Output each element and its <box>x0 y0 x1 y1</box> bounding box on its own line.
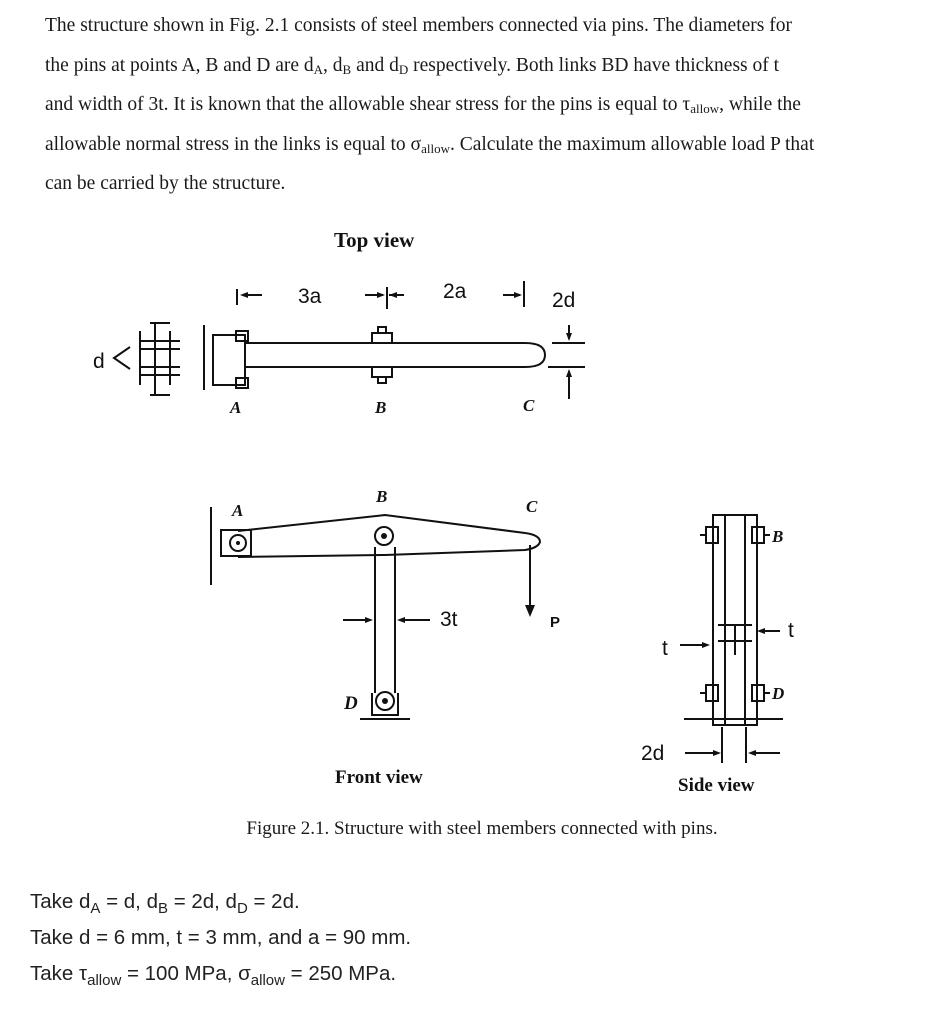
front-view-title: Front view <box>335 767 423 788</box>
side-view-title: Side view <box>678 775 755 796</box>
dim-t-right-label: t <box>788 619 794 642</box>
front-view <box>211 487 560 788</box>
top-point-B: B <box>375 398 387 417</box>
given-line-1: Take $d_A = d$, $d_B = 2d$, $d_D = 2d$. <box>30 890 300 917</box>
dim-2d-side-label: 2d <box>641 742 665 765</box>
problem-line-4: allowable normal stress in the links is equal to $\sigma_{allow}$. Calculate the maximum allowable load P that <box>45 133 815 156</box>
side-point-B: B <box>772 527 784 546</box>
dim-2d-top-label: 2d <box>552 289 576 312</box>
dim-3t-label: 3t <box>440 608 458 631</box>
front-point-C: C <box>526 497 538 516</box>
front-point-A: A <box>232 501 244 520</box>
problem-line-5: can be carried by the structure. <box>45 173 286 194</box>
front-point-D: D <box>344 693 358 714</box>
load-P-label: P <box>550 614 561 631</box>
top-view <box>93 228 585 417</box>
problem-line-3: and width of 3t. It is known that the allowable shear stress for the pins is equal to $\tau_{allow}$, while the <box>45 94 801 116</box>
dim-t-left-label: t <box>662 637 668 660</box>
front-point-B: B <box>376 487 388 506</box>
structure-diagram <box>0 215 929 855</box>
side-point-D: D <box>772 684 785 703</box>
figure-caption: Figure 2.1. Structure with steel members connected with pins. <box>246 818 718 839</box>
top-point-C: C <box>523 396 535 415</box>
top-point-A: A <box>230 398 242 417</box>
dim-d-label: d <box>93 350 105 373</box>
dim-2a-label: 2a <box>443 280 467 303</box>
given-line-2: Take d = 6 mm, t = 3 mm, and a = 90 mm. <box>30 926 412 949</box>
figure-2-1 <box>0 215 929 855</box>
problem-statement <box>45 6 925 204</box>
side-view <box>641 515 794 796</box>
top-view-title: Top view <box>334 228 415 252</box>
given-values <box>30 884 411 992</box>
problem-line-1: The structure shown in Fig. 2.1 consists of steel members connected via pins. The diameters for <box>45 15 792 36</box>
given-line-3: Take $\tau_{allow} = 100$ MPa, $\sigma_{allow} = 250$ MPa. <box>30 962 397 989</box>
problem-line-2: the pins at points A, B and D are $d_A$, $d_B$ and $d_D$ respectively. Both links BD have thickness of t <box>45 54 780 77</box>
dim-3a-label: 3a <box>298 285 322 308</box>
